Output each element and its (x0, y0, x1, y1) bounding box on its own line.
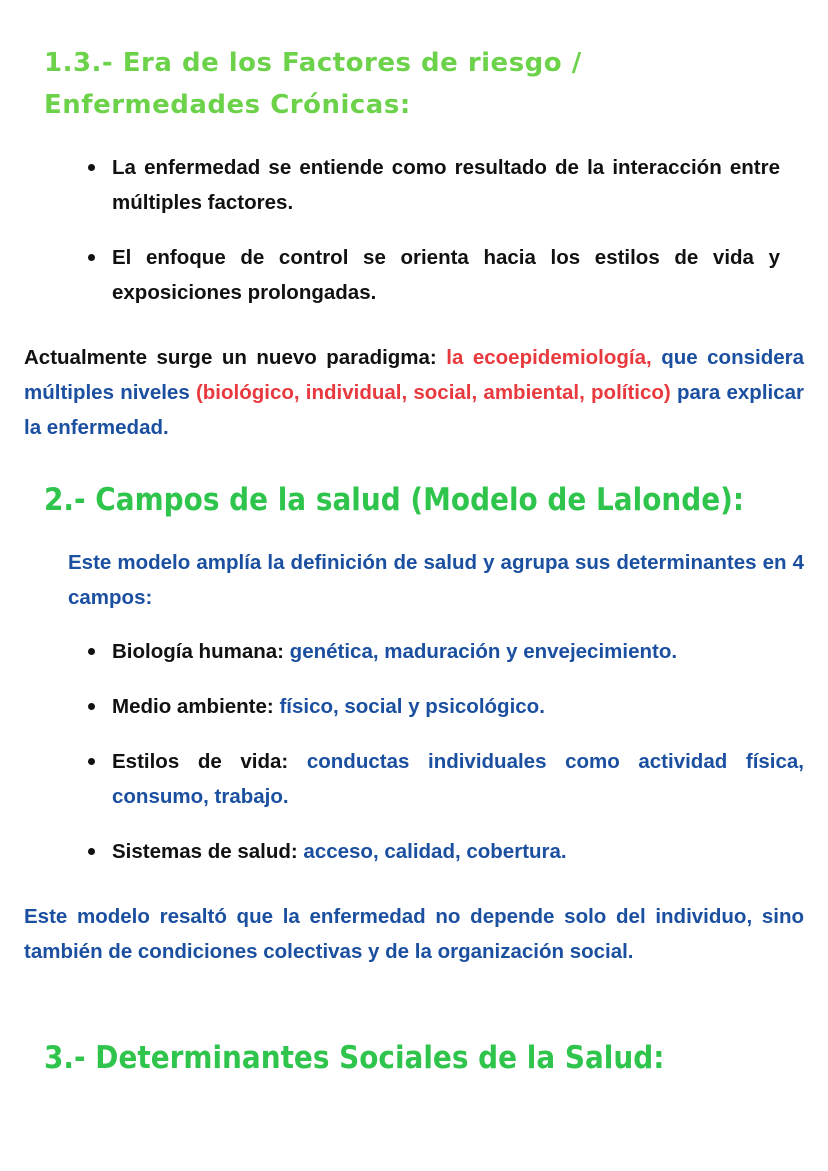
list-item: El enfoque de control se orienta hacia los estilos de vida y exposiciones prolongadas. (86, 240, 780, 310)
field-label: Estilos de vida: (112, 750, 289, 773)
list-item (86, 634, 804, 669)
field-label: Sistemas de salud: (112, 840, 298, 863)
section-1-3-heading: 1.3.- Era de los Factores de riesgo / Enfermedades Crónicas: (44, 48, 582, 120)
field-desc: genética, maduración y envejecimiento. (283, 640, 678, 663)
paradigm-end: para explicar la enfermedad. (24, 381, 804, 439)
health-fields-list (86, 634, 804, 869)
list-item (86, 689, 804, 724)
paradigm-mid: que considera múltiples niveles (24, 346, 805, 404)
paradigm-levels: (biológico, individual, social, ambiental, político) (195, 381, 671, 404)
field-label: Biología humana: (112, 640, 284, 663)
field-desc: conductas individuales como actividad física, consumo, trabajo. (112, 750, 804, 808)
section-3-heading: 3.- Determinantes Sociales de la Salud: (44, 1040, 665, 1076)
paradigm-term: la ecoepidemiología, (446, 346, 652, 369)
list-item (86, 834, 804, 869)
section-1-3-bullets (86, 150, 780, 310)
field-label: Medio ambiente: (112, 695, 274, 718)
section-2-conclusion: Este modelo resaltó que la enfermedad no depende solo del individuo, sino también de condiciones colectivas y de la organización social. (24, 905, 804, 963)
paradigm-paragraph (24, 340, 804, 445)
paradigm-lead: Actualmente surge un nuevo paradigma: (24, 346, 447, 369)
field-desc: acceso, calidad, cobertura. (297, 840, 567, 863)
field-desc: físico, social y psicológico. (273, 695, 545, 718)
section-2-intro: Este modelo amplía la definición de salud y agrupa sus determinantes en 4 campos: (68, 551, 804, 609)
section-2-heading: 2.- Campos de la salud (Modelo de Lalonde): (44, 482, 745, 518)
list-item (86, 744, 804, 814)
list-item: La enfermedad se entiende como resultado de la interacción entre múltiples factores. (86, 150, 780, 220)
